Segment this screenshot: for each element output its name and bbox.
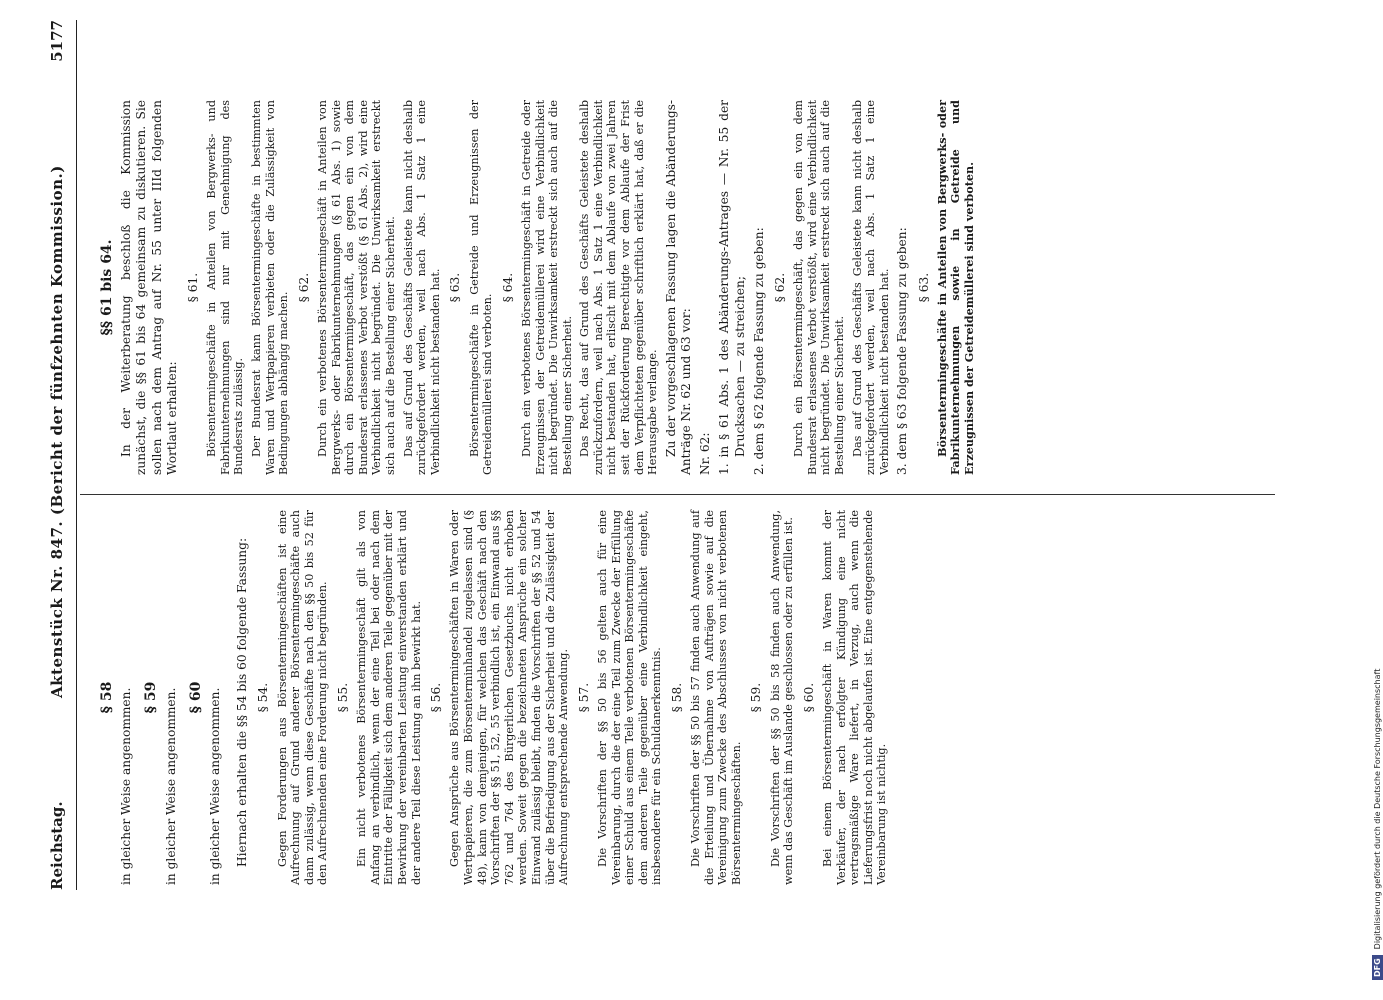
funding-text: Digitalisierung gefördert durch die Deutsche Forschungsgemeinschaft — [1373, 668, 1382, 950]
section-title: § 58. — [669, 682, 684, 713]
paragraph: Das auf Grund des Geschäfts Geleistete kann nicht deshalb zurückgefordert werden, weil nach Abs. 1 Satz 1 eine Verbindlichkeit nicht bestanden hat. — [850, 100, 891, 475]
left-column — [90, 510, 893, 885]
list-item: 1. in § 61 Abs. 1 des Abänderungs-Antrages — Nr. 55 der Drucksachen — zu streichen; — [717, 100, 747, 475]
section-title: § 60. — [801, 682, 816, 713]
section-title: § 64. — [500, 272, 515, 303]
section-title: § 61. — [186, 272, 201, 303]
header-left: Reichstag. — [48, 801, 66, 890]
paragraph: Das auf Grund des Geschäfts Geleistete kann nicht deshalb zurückgefordert werden, weil nach Abs. 1 Satz 1 eine Verbindlichkeit nicht bestanden hat. — [401, 100, 442, 475]
column-divider — [80, 494, 1275, 495]
page-number: 5177 — [48, 20, 66, 62]
page-header — [40, 20, 74, 890]
paragraph: Die Vorschriften der §§ 50 bis 57 finden auch Anwendung auf die Erteilung und Übernahme von Aufträgen sowie auf die Vereinigung zum Zwecke des Abschlusses von nicht verbotenen Börsentermingeschäften. — [689, 510, 743, 885]
list-item: 2. dem § 62 folgende Fassung zu geben: — [751, 227, 766, 475]
section-title: § 59. — [749, 682, 764, 713]
paragraph: Börsentermingeschäfte in Anteilen von Bergwerks- oder Fabrikunternehmungen sowie in Getreide und Erzeugnissen der Getreidemüllerei sind verboten. — [934, 100, 977, 475]
paragraph: Gegen Forderungen aus Börsentermingeschäften ist eine Aufrechnung auf Grund anderer Börsentermingeschäfte auch dann zulässig, wenn diese Geschäfte nach den §§ 50 bis 52 für den Aufrechnenden eine Forderung nicht begründen. — [275, 510, 330, 885]
paragraph: Hiernach erhalten die §§ 54 bis 60 folgende Fassung: — [235, 537, 250, 867]
paragraph: Börsentermingeschäfte in Getreide und Erzeugnissen der Getreidemüllerei sind verboten. — [467, 100, 495, 475]
paragraph: Durch ein verbotenes Börsentermingeschäft in Anteilen von Bergwerks- oder Fabrikunternehmungen (§ 61 Abs. 1) sowie durch ein Börsentermingeschäft, das gegen ein von dem Bundesrat erlassenes Verbot verstößt (§ 61 Abs. 2), wird eine Verbindlichkeit nicht begründet. Die Unwirksamkeit erstreckt sich auch auf die Bestellung einer Sicherheit. — [315, 100, 397, 475]
section-title: § 63. — [916, 272, 931, 303]
paragraph: Durch ein Börsentermingeschäft, das gegen ein von dem Bundesrat erlassenes Verbot verstößt, wird eine Verbindlichkeit nicht begründet. Die Unwirksamkeit erstreckt sich auch auf die Bestellung einer Sicherheit. — [792, 100, 847, 475]
section-title: § 59 — [143, 681, 160, 714]
paragraph: in gleicher Weise angenommen. — [119, 687, 134, 885]
header-rule — [76, 20, 77, 890]
paragraph: Die Vorschriften der §§ 50 bis 56 gelten auch für eine Vereinbarung, durch die der eine Teil zum Zwecke der Erfüllung einer Schuld aus einem Teile verbotenen Börsentermingeschäfte dem anderen Teile gegenüber eine Verbindlichkeit eingeht, insbesondere für ein Schuldanerkenntnis. — [595, 510, 664, 885]
right-column — [90, 100, 981, 475]
paragraph: Das Recht, das auf Grund des Geschäfts Geleistete deshalb zurückzufordern, weil nach Abs. 1 Satz 1 eine Verbindlichkeit nicht bestanden hat, erlischt mit dem Ablaufe von zwei Jahren seit der Rückforderung Berechtigte vor dem Ablaufe der Frist dem Verpflichteten gegenüber schriftlich erklärt hat, daß er die Herausgabe verlange. — [578, 100, 660, 475]
section-title: § 57. — [576, 682, 591, 713]
paragraph: Börsentermingeschäfte in Anteilen von Bergwerks- und Fabrikunternehmungen sind nur mit Genehmigung des Bundesrats zulässig. — [205, 100, 246, 475]
dfg-logo: DFG — [1372, 955, 1383, 980]
list-item: 3. dem § 63 folgende Fassung zu geben: — [895, 227, 910, 475]
header-title: Aktenstück Nr. 847. (Bericht der fünfzehnten Kommission.) — [48, 165, 66, 698]
section-title: § 56. — [429, 682, 444, 713]
section-title: § 62. — [296, 272, 311, 303]
paragraph: Zu der vorgeschlagenen Fassung lagen die Abänderungs-Anträge Nr. 62 und 63 vor: — [663, 100, 694, 475]
paragraph: in gleicher Weise angenommen. — [208, 687, 223, 885]
paragraph: Durch ein verbotenes Börsentermingeschäft in Getreide oder Erzeugnissen der Getreidemüllerei wird eine Verbindlichkeit nicht begründet. Die Unwirksamkeit erstreckt sich auch auf die Bestellung einer Sicherheit. — [519, 100, 574, 475]
section-title: § 60 — [187, 681, 204, 714]
paragraph: Bei einem Börsentermingeschäft in Waren kommt der Verkäufer, der nach erfolgter Kündigung eine nicht vertragsmäßige Ware liefert, in Verzug, auch wenn die Lieferungsfrist noch nicht abgelaufen ist. Eine entgegenstehende Vereinbarung ist nichtig. — [821, 510, 889, 885]
paragraph: In der Weiterberatung beschloß die Kommission zunächst, die §§ 61 bis 64 gemeinsam zu diskutieren. Sie sollen nach dem Antrag auf Nr. 55 unter IIId folgenden Wortlaut erhalten: — [119, 100, 179, 475]
funding-note — [1372, 20, 1382, 980]
section-title: § 63. — [448, 272, 463, 303]
section-title: § 55. — [336, 682, 350, 713]
paragraph: Gegen Ansprüche aus Börsentermingeschäften in Waren oder Wertpapieren, die zum Börsenterminhandel zugelassen sind (§ 48), kann von demjenigen, für welchen das Geschäft nach den Vorschriften der §§ 51, 52, 55 verbindlich ist, ein Einwand aus §§ 762 und 764 des Bürgerlichen Gesetzbuchs nicht erhoben werden. Soweit gegen die bezeichneten Ansprüche ein solcher Einwand zulässig bleibt, finden die Vorschriften der §§ 52 und 54 über die Befriedigung aus der Sicherheit und die Zulässigkeit der Aufrechnung entsprechende Anwendung. — [448, 510, 571, 885]
section-title: §§ 61 bis 64. — [99, 239, 115, 336]
section-title: § 62. — [773, 272, 788, 303]
paragraph: Der Bundesrat kann Börsentermingeschäfte in bestimmten Waren und Wertpapieren verbieten oder die Zulässigkeit von Bedingungen abhängig machen. — [250, 100, 291, 475]
paragraph: Ein nicht verbotenes Börsentermingeschäft gilt als von Anfang an verbindlich, wenn der eine Teil bei oder nach dem Eintritte der Fälligkeit sich dem anderen Teile gegenüber mit der Bewirkung der vereinbarten Leistung einverstanden erklärt und der andere Teil diese Leistung an ihn bewirkt hat. — [355, 510, 423, 885]
section-title: § 54. — [256, 682, 271, 713]
paragraph: Nr. 62: — [698, 432, 713, 475]
paragraph: in gleicher Weise angenommen. — [163, 687, 178, 885]
paragraph: Die Vorschriften der §§ 50 bis 58 finden auch Anwendung, wenn das Geschäft im Auslande geschlossen oder zu erfüllen ist. — [768, 510, 796, 885]
section-title: § 58 — [99, 681, 115, 714]
